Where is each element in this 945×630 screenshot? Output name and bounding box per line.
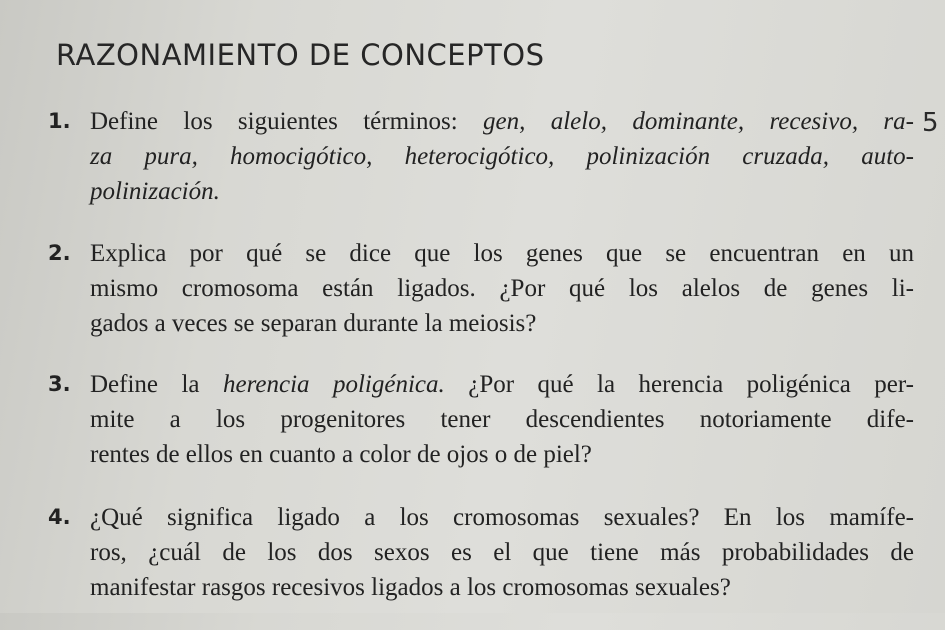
question-text: ¿Por qué la herencia poligénica per- [444, 371, 914, 398]
question-text-italic: gen, alelo, dominante, recesivo, ra- [483, 108, 914, 135]
question-text-italic: polinización. [90, 178, 220, 205]
question-text: Define la [90, 371, 223, 398]
question-number: 1. [48, 109, 71, 133]
question-list [34, 104, 914, 630]
question-line [90, 174, 914, 209]
question-number: 4. [48, 505, 71, 529]
question-line: rentes de ellos en cuanto a color de ojos o de piel? [90, 441, 592, 468]
question-text-italic: herencia poligénica. [222, 371, 445, 398]
question-line [90, 104, 914, 139]
question-line [90, 139, 914, 174]
question-line: mismo cromosoma están ligados. ¿Por qué los alelos de genes li- [90, 275, 914, 302]
question-number: 2. [48, 241, 71, 265]
question-number: 3. [48, 372, 71, 396]
question-line: Explica por qué se dice que los genes que se encuentran en un [90, 240, 914, 267]
section-title: RAZONAMIENTO DE CONCEPTOS [56, 38, 545, 72]
question-line: gados a veces se separan durante la meiosis? [90, 310, 537, 337]
question-line: ¿Qué significa ligado a los cromosomas sexuales? En los mamífe- [90, 504, 914, 531]
question-1 [34, 104, 914, 209]
question-line: mite a los progenitores tener descendientes notoriamente dife- [90, 406, 914, 433]
question-4 [34, 500, 914, 605]
question-2 [34, 236, 914, 341]
question-line [90, 367, 914, 402]
question-text-italic: za pura, homocigótico, heterocigótico, polinización cruzada, auto- [90, 143, 914, 170]
margin-mark: 5 [922, 108, 939, 138]
question-line: ros, ¿cuál de los dos sexos es el que tiene más probabilidades de [90, 539, 914, 566]
question-line: manifestar rasgos recesivos ligados a los cromosomas sexuales? [90, 574, 731, 601]
question-3 [34, 367, 914, 472]
question-text: Define los siguientes términos: [90, 108, 484, 135]
